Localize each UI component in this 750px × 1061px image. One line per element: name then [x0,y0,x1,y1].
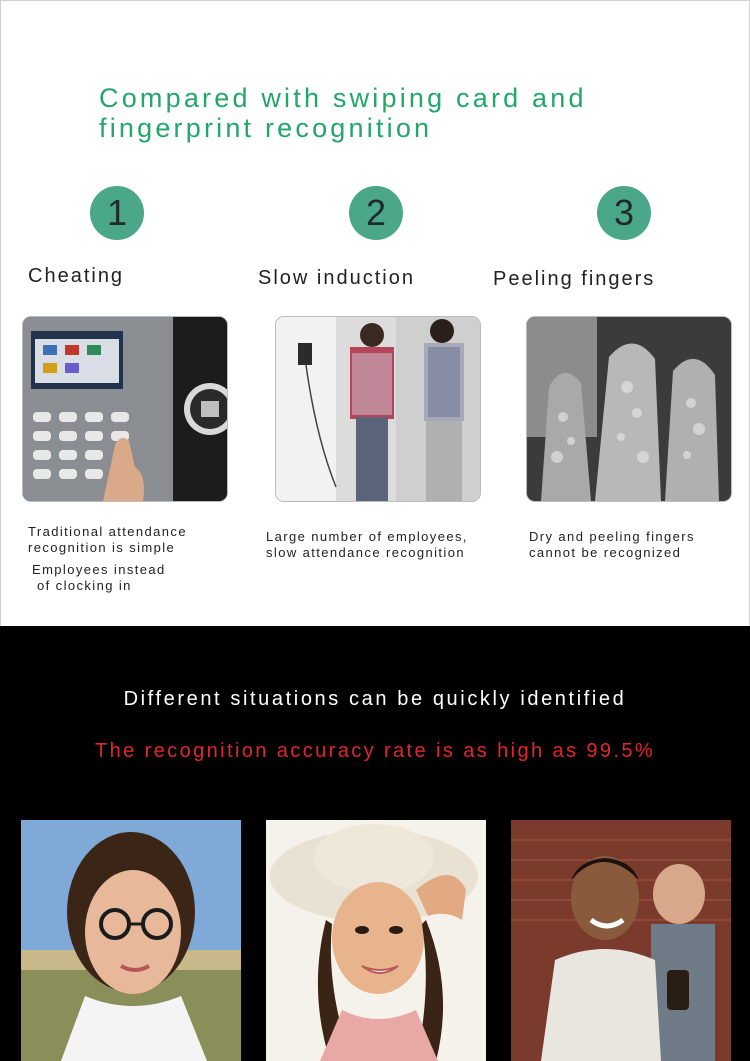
woman-with-hat-image [266,820,486,1061]
attendance-machine-image [23,317,227,501]
section-title: Compared with swiping card and fingerprint recognition [99,83,587,143]
step-number-3: 3 [597,186,651,240]
caption-cheating-1: Traditional attendance recognition is simple [28,524,187,555]
woman-with-glasses-image [21,820,241,1061]
employees-queue-image [276,317,480,501]
smiling-man-photo [511,820,731,1061]
attendance-machine-photo [23,317,227,501]
peeling-fingers-image [527,317,731,501]
caption-cheating-2: Employees instead of clocking in [32,562,166,593]
employees-queue-photo [276,317,480,501]
step-label-cheating: Cheating [28,265,125,287]
step-number-1: 1 [90,186,144,240]
step-number-2: 2 [349,186,403,240]
woman-with-hat-photo [266,820,486,1061]
caption-slow-induction: Large number of employees, slow attendance recognition [266,529,468,560]
woman-with-glasses-photo [21,820,241,1061]
step-label-peeling-fingers: Peeling fingers [493,268,656,290]
identification-headline: Different situations can be quickly identified [123,688,627,710]
caption-peeling-fingers: Dry and peeling fingers cannot be recognized [529,529,695,560]
smiling-man-image [511,820,731,1061]
step-label-slow-induction: Slow induction [258,267,415,289]
peeling-fingers-photo [527,317,731,501]
accuracy-statement: The recognition accuracy rate is as high as 99.5% [94,740,656,762]
identification-section [0,626,750,1061]
